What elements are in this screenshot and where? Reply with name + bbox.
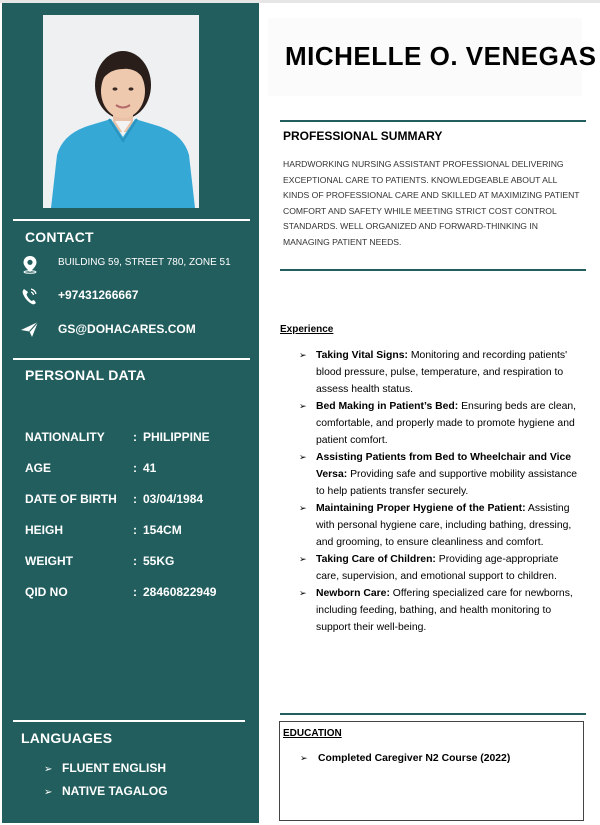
list-item [299, 347, 581, 398]
pd-label: WEIGHT [25, 554, 73, 568]
arrow-bullet-icon: ➢ [300, 753, 308, 763]
sidebar [2, 3, 259, 823]
education-item [300, 753, 510, 764]
experience-text: Monitoring and recording patients' blood pressure, pulse, temperature, and respiration to assess health status. [316, 350, 568, 395]
experience-text: Providing age-appropriate care, supervision, and emotional support to children. [316, 554, 559, 582]
arrow-bullet-icon: ➢ [299, 350, 307, 360]
education-top-rule [280, 713, 586, 715]
pd-label: AGE [25, 461, 52, 475]
arrow-bullet-icon: ➢ [299, 554, 307, 564]
pd-value: 28460822949 [143, 585, 217, 599]
experience-list [299, 347, 581, 636]
list-item [299, 585, 581, 636]
list-item [299, 398, 581, 449]
languages-title: LANGUAGES [21, 730, 113, 746]
summary-text: HARDWORKING NURSING ASSISTANT PROFESSIONAL DELIVERING EXCEPTIONAL CARE TO PATIENTS. KNOWLEDGEABLE ABOUT ALL KINDS OF PROFESSIONAL CARE AND SKILLED AT MAXIMIZING PATIENT COMFORT AND SAFETY WHILE MEETING STRICT COST CONTROL STANDARDS. WELL ORGANIZED AND FORWARD-THINKING IN MANAGING PATIENT NEEDS. [283, 159, 580, 247]
experience-text: Ensuring beds are clean, comfortable, and properly made to promote hygiene and patient comfort. [316, 401, 577, 446]
location-pin-icon [20, 254, 42, 276]
pd-label: DATE OF BIRTH [25, 492, 117, 506]
experience-heading: Bed Making in Patient’s Bed: [316, 401, 459, 412]
pd-value: 41 [143, 461, 157, 475]
arrow-bullet-icon: ➢ [299, 452, 307, 462]
arrow-bullet-icon: ➢ [44, 787, 53, 798]
pd-separator: : [133, 585, 137, 599]
pd-value: 55KG [143, 554, 175, 568]
pd-separator: : [133, 492, 137, 506]
experience-text: Assisting with personal hygiene care, including bathing, dressing, and grooming, to ensure cleanliness and comfort. [316, 503, 572, 548]
pd-label: NATIONALITY [25, 430, 105, 444]
personal-data-title: PERSONAL DATA [25, 367, 146, 383]
contact-email [20, 319, 255, 341]
pd-value: PHILIPPINE [143, 430, 210, 444]
education-label: Completed Caregiver N2 Course (2022) [318, 753, 511, 764]
experience-title: Experience [280, 324, 334, 335]
experience-heading: Newborn Care: [316, 588, 390, 599]
contact-phone [20, 285, 255, 307]
languages-divider [13, 720, 245, 722]
contact-title: CONTACT [25, 229, 94, 245]
phone-text: +97431266667 [58, 288, 139, 302]
contact-address [20, 254, 255, 276]
arrow-bullet-icon: ➢ [299, 401, 307, 411]
experience-heading: Taking Care of Children: [316, 554, 436, 565]
address-text: BUILDING 59, STREET 780, ZONE 51 [58, 257, 231, 268]
experience-text: Offering specialized care for newborns, including feeding, bathing, and health monitoring to support their well-being. [316, 588, 573, 633]
personal-data-divider [13, 358, 250, 360]
arrow-bullet-icon: ➢ [299, 503, 307, 513]
page-title: MICHELLE O. VENEGAS [285, 41, 597, 71]
language-item [44, 784, 168, 798]
list-item [299, 500, 581, 551]
list-item [299, 449, 581, 500]
arrow-bullet-icon: ➢ [44, 764, 53, 775]
education-title: EDUCATION [283, 728, 342, 739]
phone-icon [20, 285, 42, 307]
contact-divider [13, 219, 250, 221]
arrow-bullet-icon: ➢ [299, 588, 307, 598]
pd-separator: : [133, 523, 137, 537]
pd-value: 154CM [143, 523, 182, 537]
experience-text: Providing safe and supportive mobility assistance to help patients transfer securely. [316, 469, 578, 497]
summary-top-rule [280, 120, 586, 122]
pd-separator: : [133, 554, 137, 568]
experience-heading: Maintaining Proper Hygiene of the Patient: [316, 503, 526, 514]
language-label: NATIVE TAGALOG [62, 784, 168, 798]
pd-value: 03/04/1984 [143, 492, 204, 506]
pd-label: HEIGH [25, 523, 64, 537]
experience-heading: Assisting Patients from Bed to Wheelchair and Vice Versa: [316, 452, 572, 480]
language-label: FLUENT ENGLISH [62, 761, 166, 775]
send-icon [20, 319, 42, 341]
summary-title: PROFESSIONAL SUMMARY [283, 129, 443, 143]
experience-heading: Taking Vital Signs: [316, 350, 408, 361]
language-item [44, 761, 166, 775]
profile-photo [43, 15, 199, 208]
pd-separator: : [133, 430, 137, 444]
summary-bottom-rule [280, 269, 586, 271]
pd-label: QID NO [25, 585, 68, 599]
email-text: GS@DOHACARES.COM [58, 322, 196, 336]
pd-separator: : [133, 461, 137, 475]
list-item [299, 551, 581, 585]
